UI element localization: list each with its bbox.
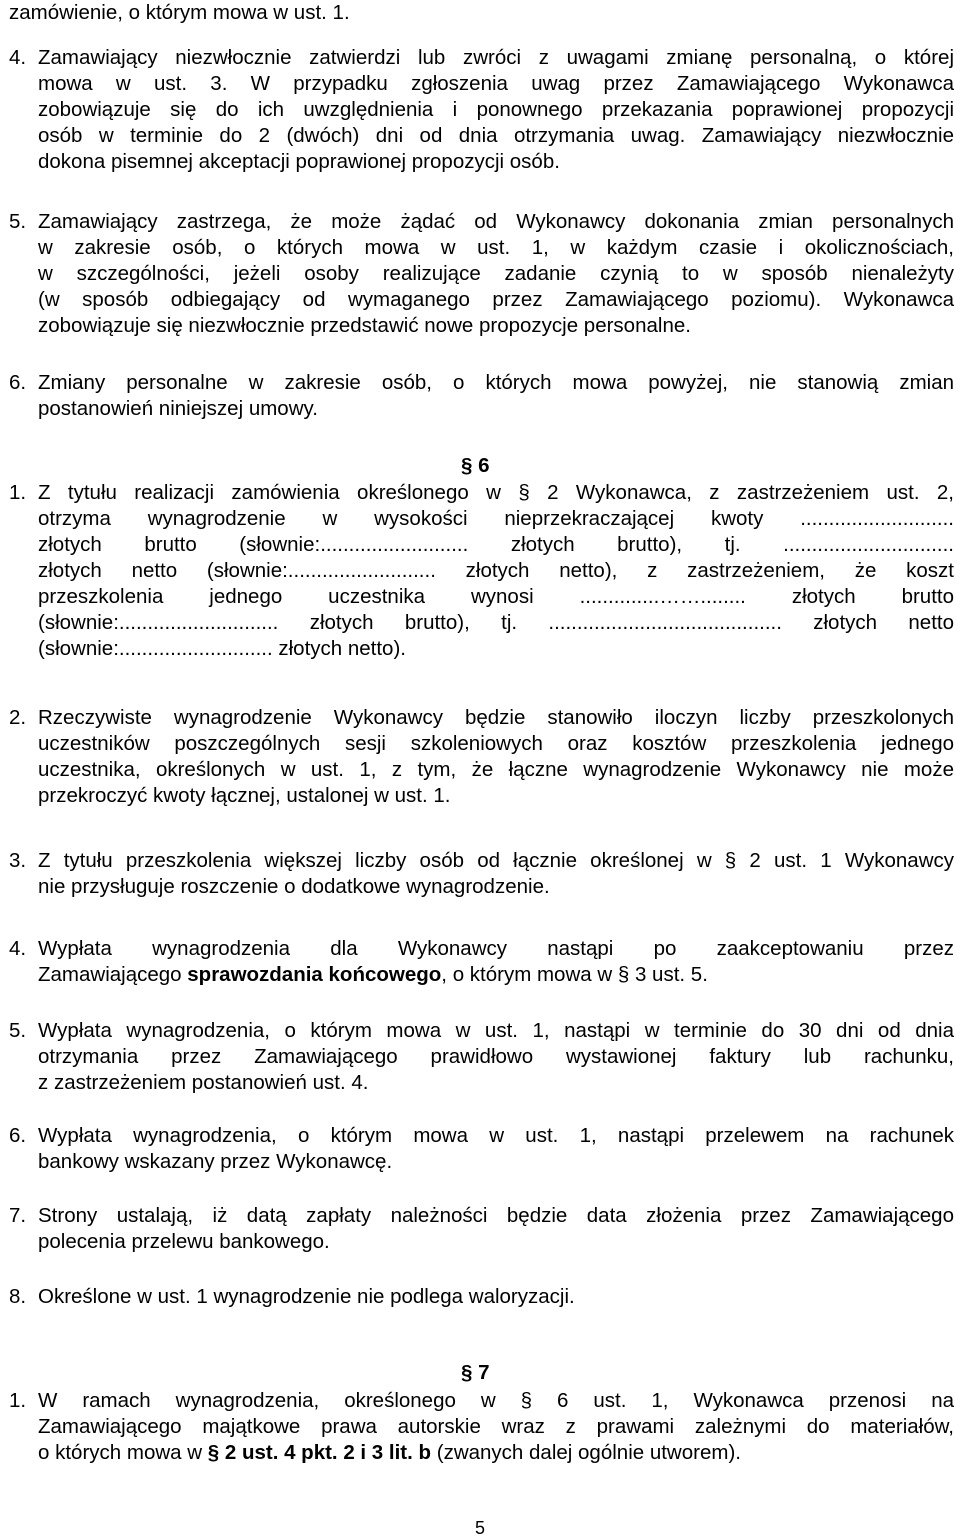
text-line: dokona pisemnej akceptacji poprawionej propozycji osób. [38,150,560,173]
text-line: (słownie:............................ złotych brutto), tj. ......................................... złotych netto [38,611,954,634]
text-line: otrzyma wynagrodzenie w wysokości nieprzekraczającej kwoty ........................... [38,507,954,530]
page-number: 5 [474,1518,485,1538]
text-line: złotych brutto (słownie:.......................... złotych brutto), tj. .............................. [38,533,954,556]
text-line: Rzeczywiste wynagrodzenie Wykonawcy będzie stanowiło iloczyn liczby przeszkolonych [38,706,954,729]
paragraph-number: 6. [9,1124,27,1147]
text-line: przekroczyć kwoty łącznej, ustalonej w ust. 1. [38,784,451,807]
text-line: zamówienie, o którym mowa w ust. 1. [9,1,350,24]
text-line: zobowiązuje się niezwłocznie przedstawić nowe propozycje personalne. [38,314,691,337]
paragraph-number: 6. [9,371,27,394]
text-line: postanowień niniejszej umowy. [38,397,318,420]
text-line: (w sposób odbiegający od wymaganego przez Zamawiającego poziomu). Wykonawca [38,288,954,311]
text-line: polecenia przelewu bankowego. [38,1230,330,1253]
text-line: Zamawiającego majątkowe prawa autorskie wraz z prawami zależnymi do materiałów, [38,1415,954,1438]
text-line: uczestnika, określonych w ust. 1, z tym, że łączne wynagrodzenie Wykonawcy nie może [38,758,954,781]
bold-fragment: sprawozdania końcowego [187,963,442,986]
paragraph-number: 5. [9,1019,27,1042]
section-heading-7: § 7 [461,1361,490,1384]
text-line: przeszkolenia jednego uczestnika wynosi ..............……........ złotych brutto [38,585,954,608]
text-line: Zamawiający zastrzega, że może żądać od Wykonawcy dokonania zmian personalnych [38,210,954,233]
paragraph-number: 3. [9,849,27,872]
text-line: bankowy wskazany przez Wykonawcę. [38,1150,393,1173]
text-line: W ramach wynagrodzenia, określonego w § 6 ust. 1, Wykonawca przenosi na [38,1389,954,1412]
text-line: mowa w ust. 3. W przypadku zgłoszenia uwag przez Zamawiającego Wykonawca [38,72,954,95]
paragraph-number: 5. [9,210,27,233]
text-line: Wypłata wynagrodzenia, o którym mowa w ust. 1, nastąpi w terminie do 30 dni od dnia [38,1019,954,1042]
bold-fragment: § 2 ust. 4 pkt. 2 i 3 lit. b [207,1441,432,1464]
text-line: Zmiany personalne w zakresie osób, o których mowa powyżej, nie stanowią zmian [38,371,954,394]
text-line: Z tytułu przeszkolenia większej liczby osób od łącznie określonej w § 2 ust. 1 Wykonawcy [38,849,954,872]
text-line: nie przysługuje roszczenie o dodatkowe wynagrodzenie. [38,875,550,898]
text-line: Zamawiający niezwłocznie zatwierdzi lub zwróci z uwagami zmianę personalną, o której [38,46,954,69]
text-line: (słownie:........................... złotych netto). [38,637,406,660]
text-line: Z tytułu realizacji zamówienia określonego w § 2 Wykonawca, z zastrzeżeniem ust. 2, [38,481,954,504]
text-line: Wypłata wynagrodzenia, o którym mowa w ust. 1, nastąpi przelewem na rachunek [38,1124,954,1147]
text-line: osób w terminie do 2 (dwóch) dni od dnia otrzymania uwag. Zamawiający niezwłocznie [38,124,954,147]
paragraph-number: 7. [9,1204,27,1227]
paragraph-number: 8. [9,1285,27,1308]
text-line: zobowiązuje się do ich uwzględnienia i ponownego przekazania poprawionej propozycji [38,98,954,121]
paragraph-number: 1. [9,1389,27,1412]
text-line: uczestników poszczególnych sesji szkoleniowych oraz kosztów przeszkolenia jednego [38,732,954,755]
text-line: Wypłata wynagrodzenia dla Wykonawcy nastąpi po zaakceptowaniu przez [38,937,954,960]
text-line: w szczególności, jeżeli osoby realizujące zadanie czynią to w sposób nienależyty [38,262,954,285]
paragraph-number: 4. [9,937,27,960]
paragraph-number: 4. [9,46,27,69]
text-line: o których mowa w § 2 ust. 4 pkt. 2 i 3 lit. b (zwanych dalej ogólnie utworem). [38,1441,741,1464]
section-heading-6: § 6 [461,454,490,477]
paragraph-number: 1. [9,481,27,504]
text-line: otrzymania przez Zamawiającego prawidłowo wystawionej faktury lub rachunku, [38,1045,954,1068]
text-line: złotych netto (słownie:.......................... złotych netto), z zastrzeżeniem, że koszt [38,559,954,582]
text-line: z zastrzeżeniem postanowień ust. 4. [38,1071,369,1094]
text-line: Określone w ust. 1 wynagrodzenie nie podlega waloryzacji. [38,1285,575,1308]
text-line: w zakresie osób, o których mowa w ust. 1, w każdym czasie i okolicznościach, [38,236,954,259]
paragraph-number: 2. [9,706,27,729]
text-line: Zamawiającego sprawozdania końcowego, o którym mowa w § 3 ust. 5. [38,963,708,986]
text-line: Strony ustalają, iż datą zapłaty należności będzie data złożenia przez Zamawiającego [38,1204,954,1227]
